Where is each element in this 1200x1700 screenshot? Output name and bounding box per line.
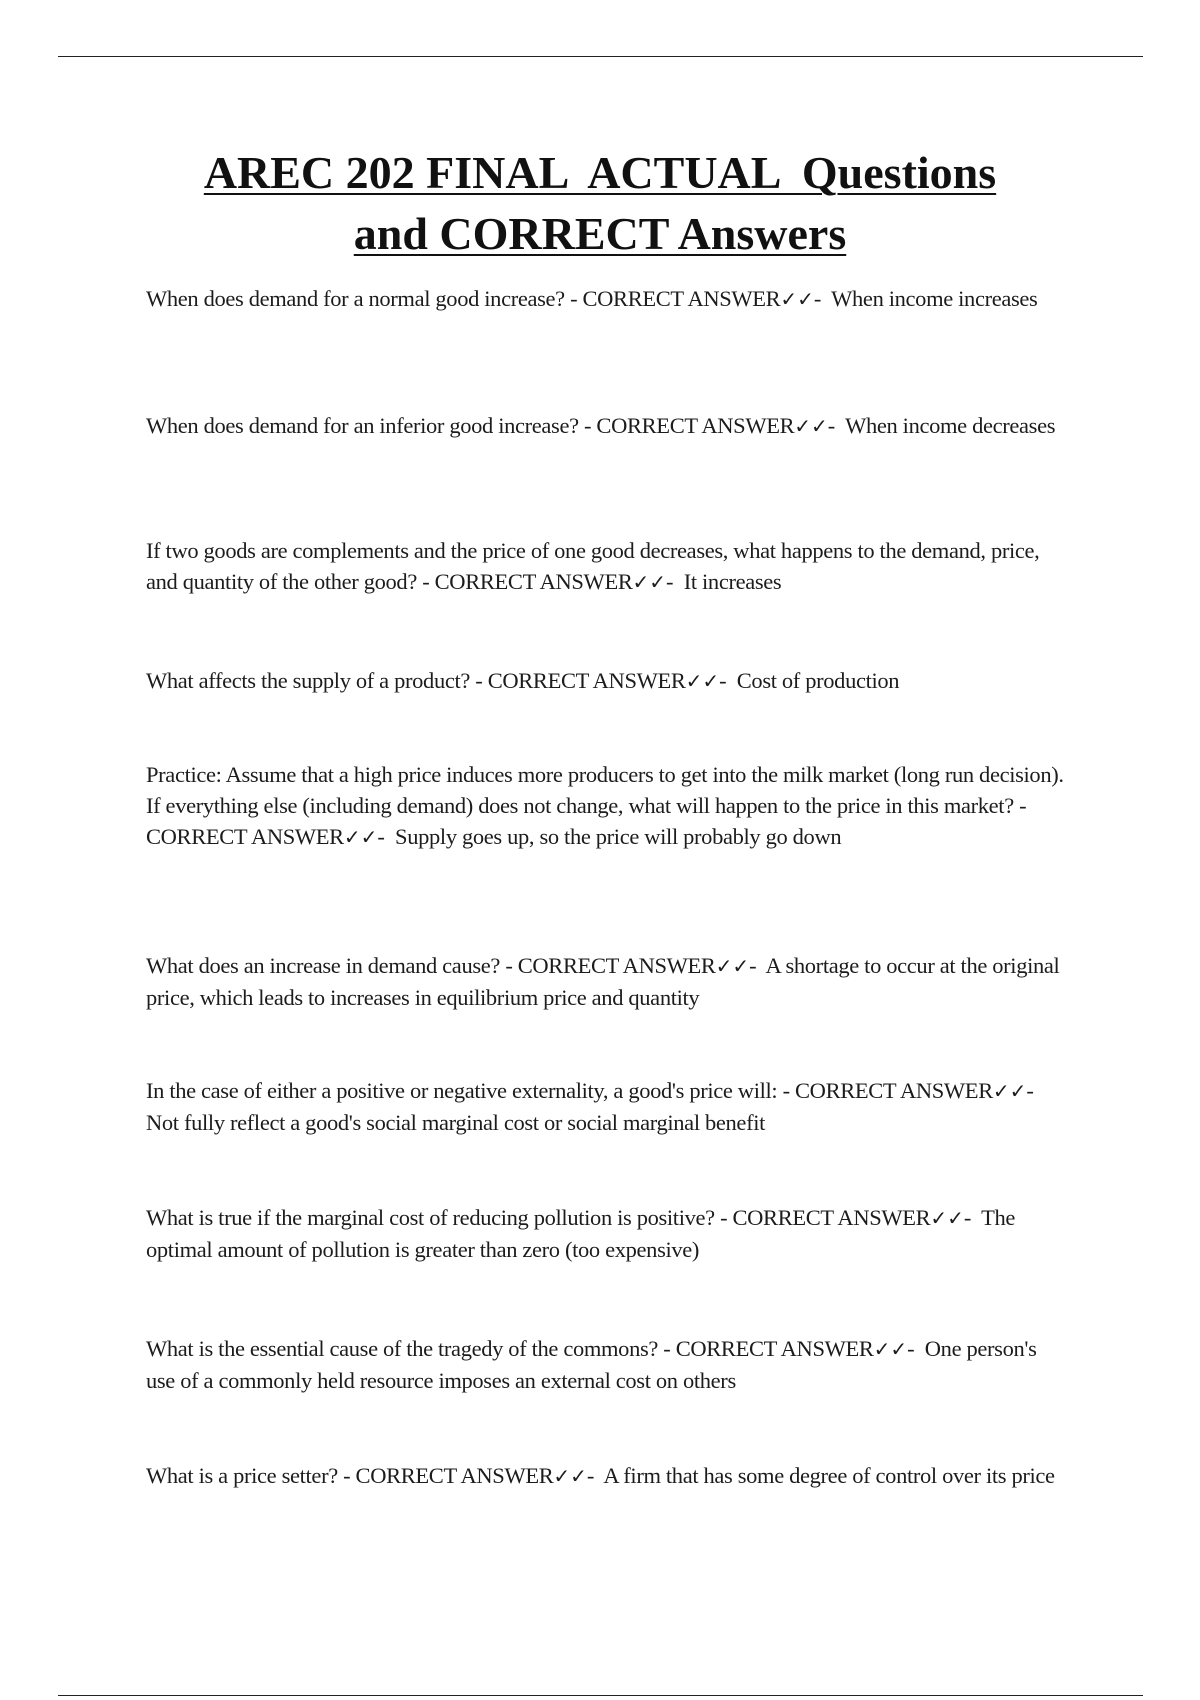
qa-item-10 — [146, 1460, 1066, 1492]
question-text: What is true if the marginal cost of reducing pollution is positive? — [146, 1205, 721, 1230]
check-marks-icon: ✓✓ — [992, 1079, 1027, 1103]
answer-label: - CORRECT ANSWER — [584, 413, 795, 438]
qa-item-7 — [146, 1075, 1066, 1138]
answer-text: - A firm that has some degree of control over its price — [586, 1463, 1055, 1488]
title-line-2: and CORRECT Answers — [353, 208, 847, 259]
answer-text: - When income increases — [813, 286, 1038, 311]
answer-label: - CORRECT ANSWER — [343, 1463, 554, 1488]
answer-text: - It increases — [666, 569, 782, 594]
question-text: When does demand for an inferior good increase? — [146, 413, 585, 438]
check-marks-icon: ✓✓ — [343, 825, 378, 849]
answer-label: - CORRECT ANSWER — [505, 953, 716, 978]
answer-label: - CORRECT ANSWER — [146, 793, 1032, 849]
answer-label: - CORRECT ANSWER — [475, 668, 686, 693]
question-text: In the case of either a positive or negative externality, a good's price will: — [146, 1078, 783, 1103]
answer-label: - CORRECT ANSWER — [720, 1205, 931, 1230]
answer-text: - When income decreases — [827, 413, 1056, 438]
question-text: When does demand for a normal good increase? — [146, 286, 571, 311]
qa-item-3 — [146, 535, 1066, 598]
check-marks-icon: ✓✓ — [553, 1464, 587, 1488]
title-line-1: AREC 202 FINAL ACTUAL Questions — [203, 147, 997, 198]
bottom-rule — [58, 1695, 1143, 1696]
check-marks-icon: ✓✓ — [632, 570, 667, 594]
answer-text: - The optimal amount of pollution is greater than zero (too expensive) — [146, 1205, 1021, 1262]
qa-item-5 — [146, 759, 1069, 853]
qa-item-9 — [146, 1333, 1066, 1396]
question-text: What does an increase in demand cause? — [146, 953, 506, 978]
check-marks-icon: ✓✓ — [930, 1206, 964, 1230]
answer-label: - CORRECT ANSWER — [782, 1078, 993, 1103]
qa-item-2 — [146, 410, 1066, 442]
question-text: What is a price setter? — [146, 1463, 344, 1488]
qa-item-4 — [146, 665, 1066, 697]
top-rule — [58, 56, 1143, 57]
check-marks-icon: ✓✓ — [794, 414, 828, 438]
check-marks-icon: ✓✓ — [715, 954, 750, 978]
question-text: What is the essential cause of the tragedy of the commons? — [146, 1336, 664, 1361]
answer-label: - CORRECT ANSWER — [570, 286, 781, 311]
qa-item-6 — [146, 950, 1066, 1013]
check-marks-icon: ✓✓ — [685, 669, 720, 693]
answer-label: - CORRECT ANSWER — [663, 1336, 874, 1361]
document-title — [110, 142, 1090, 264]
question-text: Practice: Assume that a high price induces more producers to get into the milk market (long run decision). If everything else (including demand) does not change, what will happen to the price in this market? — [146, 762, 1069, 818]
answer-text: - One person's use of a commonly held resource imposes an external cost on others — [146, 1336, 1042, 1393]
check-marks-icon: ✓✓ — [780, 287, 814, 311]
answer-text: - A shortage to occur at the original price, which leads to increases in equilibrium price and quantity — [146, 953, 1065, 1010]
question-text: If two goods are complements and the price of one good decreases, what happens to the demand, price, and quantity of the other good? — [146, 538, 1045, 594]
qa-item-1 — [146, 283, 1066, 315]
answer-text: - Supply goes up, so the price will probably go down — [377, 824, 842, 849]
question-text: What affects the supply of a product? — [146, 668, 476, 693]
qa-item-8 — [146, 1202, 1066, 1265]
answer-text: - Cost of production — [719, 668, 900, 693]
answer-text: - Not fully reflect a good's social marginal cost or social marginal benefit — [146, 1078, 1045, 1135]
check-marks-icon: ✓✓ — [873, 1337, 908, 1361]
answer-label: - CORRECT ANSWER — [422, 569, 633, 594]
